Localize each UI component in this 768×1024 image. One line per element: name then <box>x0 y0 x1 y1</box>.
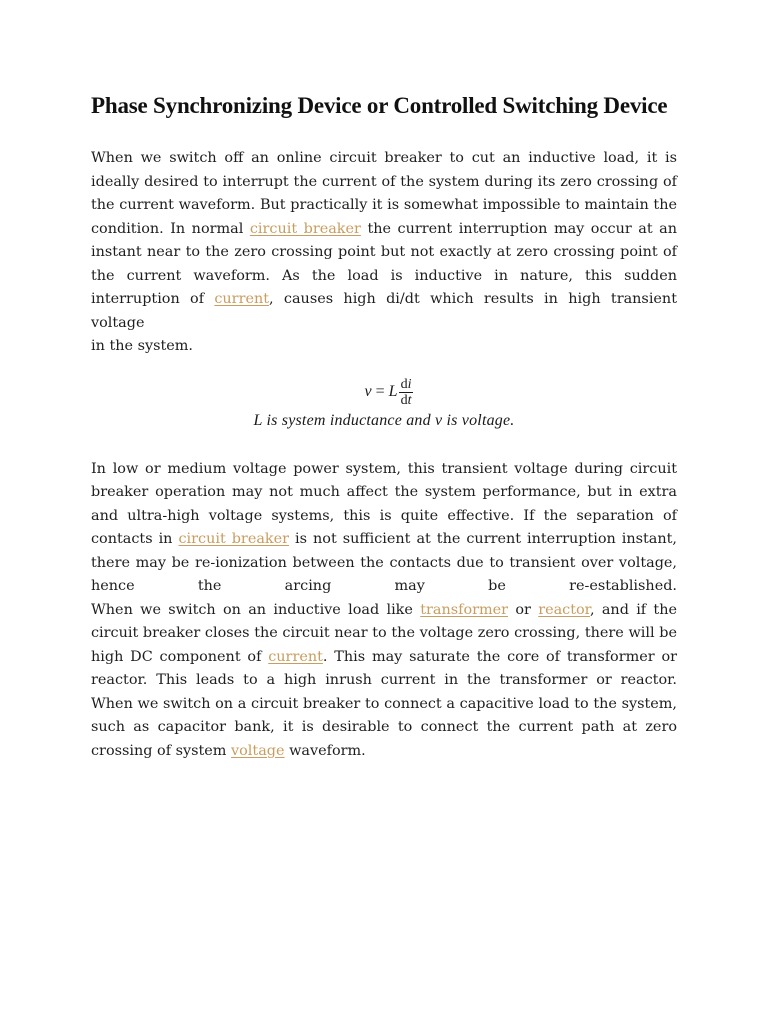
formula-d: d <box>400 392 408 408</box>
text-segment: high DC component of <box>91 648 269 665</box>
text-line: In low or medium voltage power system, this transient voltage during circuit <box>91 460 677 477</box>
page-title: Phase Synchronizing Device or Controlled Switching Device <box>91 93 668 118</box>
formula-symbol-l: L <box>388 383 398 400</box>
current-link[interactable]: current <box>214 291 270 307</box>
text-segment: contacts in <box>91 531 179 547</box>
text-segment: . This may saturate the core of transformer or <box>322 648 677 665</box>
circuit-breaker-link[interactable]: circuit breaker <box>249 220 361 237</box>
text-segment: condition. In normal <box>91 220 250 237</box>
text-line <box>91 528 677 552</box>
formula-caption: L is system inductance and v is voltage. <box>253 411 515 429</box>
text-line: the current waveform. As the load is inductive in nature, this sudden <box>91 267 677 284</box>
text-line: circuit breaker closes the circuit near to the voltage zero crossing, there will be <box>91 625 677 641</box>
text-line: reactor. This leads to a high inrush current in the transformer or reactor. <box>91 672 677 688</box>
text-line: in the system. <box>91 338 194 354</box>
text-line: breaker operation may not much affect the system performance, but in extra <box>91 484 677 500</box>
text-line: the current waveform. But practically it is somewhat impossible to maintain the <box>91 197 677 213</box>
text-segment: the current interruption may occur at an <box>360 220 677 237</box>
equation <box>365 377 414 408</box>
formula-symbol-v: v <box>364 383 372 400</box>
formula <box>91 377 677 430</box>
text-line: such as capacitor bank, it is desirable to connect the current path at zero <box>91 719 677 735</box>
text-line: When we switch off an online circuit breaker to cut an inductive load, it is <box>91 150 677 166</box>
text-segment: interruption of <box>91 291 215 307</box>
text-segment: waveform. <box>284 742 366 759</box>
text-line <box>91 218 677 242</box>
formula-equals: = <box>375 383 385 400</box>
text-line <box>91 646 677 670</box>
formula-fraction <box>399 377 414 408</box>
text-line: instant near to the zero crossing point but not exactly at zero crossing point of <box>91 244 677 260</box>
text-line <box>91 288 677 335</box>
text-line: ideally desired to interrupt the current of the system during its zero crossing of <box>91 173 677 190</box>
text-line: and ultra-high voltage systems, this is quite effective. If the separation of <box>91 507 677 524</box>
text-line: hence the arcing may be re-established. <box>91 578 677 594</box>
formula-d: d <box>400 376 408 392</box>
reactor-link[interactable]: reactor <box>538 601 590 618</box>
text-line: When we switch on a circuit breaker to connect a capacitive load to the system, <box>91 695 677 712</box>
article <box>91 90 677 763</box>
text-segment: crossing of system <box>91 742 232 759</box>
paragraph-intro <box>91 147 677 359</box>
text-line <box>91 599 677 623</box>
formula-i: i <box>407 376 412 392</box>
formula-t: t <box>407 392 412 408</box>
transformer-link[interactable]: transformer <box>420 601 509 618</box>
text-line: there may be re-ionization between the contacts due to transient over voltage, <box>91 554 677 571</box>
text-segment: When we switch on an inductive load like <box>91 601 421 618</box>
fraction-denominator <box>399 392 414 408</box>
text-line <box>91 740 677 764</box>
circuit-breaker-link[interactable]: circuit breaker <box>178 531 290 547</box>
fraction-numerator <box>399 377 414 392</box>
text-segment: , causes high di/dt which results in high transient voltage <box>91 291 677 331</box>
voltage-link[interactable]: voltage <box>231 742 285 759</box>
text-segment: , and if the <box>589 601 677 618</box>
current-link[interactable]: current <box>268 648 323 665</box>
paragraph-transient <box>91 458 677 764</box>
text-segment: is not sufficient at the current interruption instant, <box>289 531 678 547</box>
text-segment: or <box>508 601 539 618</box>
